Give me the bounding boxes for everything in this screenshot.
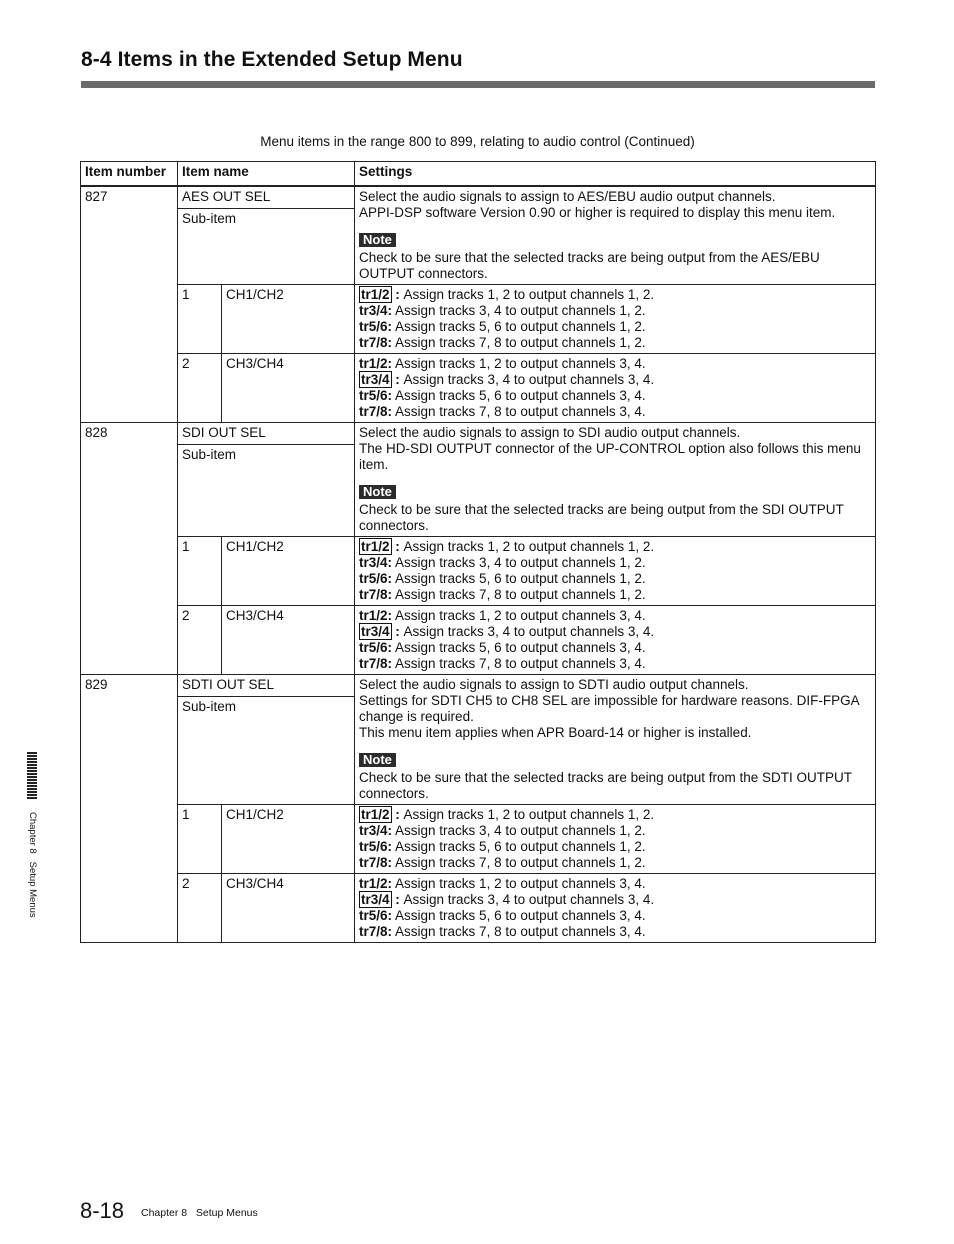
menu-item-row xyxy=(81,675,876,697)
setting-description: Assign tracks 3, 4 to output channels 3, 4. xyxy=(403,624,655,639)
setting-key: tr3/4: xyxy=(359,303,393,318)
sub-item-row xyxy=(81,874,876,943)
setting-separator: : xyxy=(391,624,404,639)
item-number: 827 xyxy=(81,186,178,423)
setting-option xyxy=(359,539,871,555)
setting-key: tr3/4: xyxy=(359,555,393,570)
setting-option xyxy=(359,608,871,624)
setting-description: Assign tracks 7, 8 to output channels 3, 4. xyxy=(395,404,646,419)
setting-description: Assign tracks 1, 2 to output channels 3, 4. xyxy=(395,608,646,623)
settings-text: APPI-DSP software Version 0.90 or higher is required to display this menu item. xyxy=(359,205,836,220)
sub-item-row xyxy=(81,354,876,423)
note-badge: Note xyxy=(359,485,396,499)
setting-description: Assign tracks 1, 2 to output channels 1, 2. xyxy=(403,807,655,822)
setting-option xyxy=(359,372,871,388)
setting-key: tr7/8: xyxy=(359,587,393,602)
setting-option xyxy=(359,587,871,603)
setting-option xyxy=(359,319,871,335)
page-number: 8-18 xyxy=(80,1198,125,1223)
default-setting-key: tr3/4 xyxy=(361,372,390,387)
setting-option xyxy=(359,640,871,656)
setting-description: Assign tracks 7, 8 to output channels 1, 2. xyxy=(395,587,646,602)
setting-key: tr7/8: xyxy=(359,335,393,350)
setting-key: tr5/6: xyxy=(359,388,393,403)
setting-option xyxy=(359,356,871,372)
sub-item-row xyxy=(81,805,876,874)
sub-item-number: 2 xyxy=(178,874,222,943)
setting-option xyxy=(359,571,871,587)
settings-text: This menu item applies when APR Board-14 or higher is installed. xyxy=(359,725,752,740)
setting-option xyxy=(359,807,871,823)
setting-separator: : xyxy=(391,892,404,907)
item-settings xyxy=(355,423,876,537)
default-setting-key: tr1/2 xyxy=(361,287,390,302)
sub-item-name: CH1/CH2 xyxy=(222,537,355,606)
item-name: SDI OUT SEL xyxy=(178,423,355,445)
setting-key: tr3/4: xyxy=(359,823,393,838)
item-number: 829 xyxy=(81,675,178,943)
sub-item-number: 1 xyxy=(178,537,222,606)
chapter-side-label xyxy=(24,812,38,942)
setting-option xyxy=(359,555,871,571)
setting-option xyxy=(359,287,871,303)
sub-item-name: CH1/CH2 xyxy=(222,285,355,354)
footer-chapter-label: Chapter 8 xyxy=(141,1207,188,1219)
item-name: SDTI OUT SEL xyxy=(178,675,355,697)
setting-option xyxy=(359,908,871,924)
setting-description: Assign tracks 1, 2 to output channels 3, 4. xyxy=(395,356,646,371)
settings-text: The HD-SDI OUTPUT connector of the UP-CONTROL option also follows this menu item. xyxy=(359,441,861,472)
setting-option xyxy=(359,656,871,672)
item-name: AES OUT SEL xyxy=(178,186,355,209)
side-chapter: Chapter 8 xyxy=(27,812,38,854)
setting-key: tr5/6: xyxy=(359,319,393,334)
sub-item-name: CH3/CH4 xyxy=(222,354,355,423)
setting-option xyxy=(359,404,871,420)
setting-option xyxy=(359,892,871,908)
setup-menu-table xyxy=(80,161,876,943)
setting-description: Assign tracks 3, 4 to output channels 1, 2. xyxy=(395,303,646,318)
setting-key: tr5/6: xyxy=(359,839,393,854)
item-number: 828 xyxy=(81,423,178,675)
sub-item-number: 1 xyxy=(178,285,222,354)
setting-key: tr5/6: xyxy=(359,571,393,586)
setting-description: Assign tracks 5, 6 to output channels 3, 4. xyxy=(395,908,646,923)
sub-item-settings xyxy=(355,285,876,354)
setting-description: Assign tracks 3, 4 to output channels 1, 2. xyxy=(395,823,646,838)
sub-item-row xyxy=(81,285,876,354)
table-header-row xyxy=(81,162,876,187)
sub-item-settings xyxy=(355,805,876,874)
default-setting-key: tr1/2 xyxy=(361,539,390,554)
sub-item-label: Sub-item xyxy=(178,697,355,805)
setting-description: Assign tracks 1, 2 to output channels 3, 4. xyxy=(395,876,646,891)
setting-option xyxy=(359,876,871,892)
setting-option xyxy=(359,335,871,351)
note-badge: Note xyxy=(359,753,396,767)
setting-separator: : xyxy=(391,372,404,387)
side-title: Setup Menus xyxy=(27,861,38,918)
setting-description: Assign tracks 3, 4 to output channels 3, 4. xyxy=(403,372,655,387)
setting-option xyxy=(359,823,871,839)
footer-title: Setup Menus xyxy=(195,1207,258,1219)
note-text: Check to be sure that the selected tracks are being output from the AES/EBU OUTPUT connectors. xyxy=(359,250,820,281)
setting-description: Assign tracks 3, 4 to output channels 3, 4. xyxy=(403,892,655,907)
setting-description: Assign tracks 5, 6 to output channels 3, 4. xyxy=(395,388,646,403)
setting-option xyxy=(359,839,871,855)
sub-item-settings xyxy=(355,354,876,423)
column-header-item-name: Item name xyxy=(178,162,355,187)
sub-item-name: CH1/CH2 xyxy=(222,805,355,874)
setting-separator: : xyxy=(391,539,404,554)
menu-item-row xyxy=(81,423,876,445)
sub-item-settings xyxy=(355,537,876,606)
setting-description: Assign tracks 3, 4 to output channels 1, 2. xyxy=(395,555,646,570)
note-text: Check to be sure that the selected tracks are being output from the SDTI OUTPUT connectors. xyxy=(359,770,852,801)
sub-item-row xyxy=(81,606,876,675)
column-header-settings: Settings xyxy=(355,162,876,187)
item-settings xyxy=(355,186,876,285)
setting-description: Assign tracks 5, 6 to output channels 1, 2. xyxy=(395,571,646,586)
sub-item-name: CH3/CH4 xyxy=(222,606,355,675)
default-setting-key: tr1/2 xyxy=(361,807,390,822)
sub-item-label: Sub-item xyxy=(178,445,355,537)
setting-option xyxy=(359,855,871,871)
sub-item-name: CH3/CH4 xyxy=(222,874,355,943)
setting-separator: : xyxy=(391,807,404,822)
sub-item-number: 1 xyxy=(178,805,222,874)
sub-item-settings xyxy=(355,606,876,675)
setting-description: Assign tracks 1, 2 to output channels 1, 2. xyxy=(403,287,655,302)
setting-key: tr7/8: xyxy=(359,656,393,671)
sub-item-settings xyxy=(355,874,876,943)
chapter-tab-marker xyxy=(27,752,37,800)
setting-description: Assign tracks 7, 8 to output channels 1, 2. xyxy=(395,855,646,870)
default-setting-key: tr3/4 xyxy=(361,624,390,639)
setting-description: Assign tracks 1, 2 to output channels 1, 2. xyxy=(403,539,655,554)
default-setting-key: tr3/4 xyxy=(361,892,390,907)
setting-option xyxy=(359,924,871,940)
setting-key: tr1/2: xyxy=(359,608,393,623)
setting-key: tr7/8: xyxy=(359,924,393,939)
note-badge: Note xyxy=(359,233,396,247)
column-header-item-number: Item number xyxy=(81,162,178,187)
setting-key: tr5/6: xyxy=(359,640,393,655)
setting-key: tr1/2: xyxy=(359,356,393,371)
setting-key: tr7/8: xyxy=(359,855,393,870)
setting-option xyxy=(359,624,871,640)
heading-rule xyxy=(81,81,875,88)
setting-option xyxy=(359,388,871,404)
sub-item-label: Sub-item xyxy=(178,209,355,285)
setting-description: Assign tracks 7, 8 to output channels 3, 4. xyxy=(395,656,646,671)
settings-text: Select the audio signals to assign to SDTI audio output channels. xyxy=(359,677,749,692)
sub-item-row xyxy=(81,537,876,606)
setting-description: Assign tracks 7, 8 to output channels 3, 4. xyxy=(395,924,646,939)
setting-option xyxy=(359,303,871,319)
setting-separator: : xyxy=(391,287,404,302)
setting-description: Assign tracks 5, 6 to output channels 3, 4. xyxy=(395,640,646,655)
setting-description: Assign tracks 5, 6 to output channels 1, 2. xyxy=(395,319,646,334)
menu-item-row xyxy=(81,186,876,209)
sub-item-number: 2 xyxy=(178,606,222,675)
note-text: Check to be sure that the selected tracks are being output from the SDI OUTPUT connectors. xyxy=(359,502,844,533)
settings-text: Select the audio signals to assign to SDI audio output channels. xyxy=(359,425,741,440)
settings-text: Settings for SDTI CH5 to CH8 SEL are impossible for hardware reasons. DIF-FPGA change is required. xyxy=(359,693,859,724)
footer-chapter xyxy=(141,1207,258,1219)
setting-description: Assign tracks 7, 8 to output channels 1, 2. xyxy=(395,335,646,350)
setting-key: tr1/2: xyxy=(359,876,393,891)
settings-text: Select the audio signals to assign to AES/EBU audio output channels. xyxy=(359,189,776,204)
table-caption: Menu items in the range 800 to 899, relating to audio control (Continued) xyxy=(260,134,695,149)
setting-key: tr5/6: xyxy=(359,908,393,923)
section-heading: 8-4 Items in the Extended Setup Menu xyxy=(81,48,463,71)
item-settings xyxy=(355,675,876,805)
setting-key: tr7/8: xyxy=(359,404,393,419)
setting-description: Assign tracks 5, 6 to output channels 1, 2. xyxy=(395,839,646,854)
sub-item-number: 2 xyxy=(178,354,222,423)
